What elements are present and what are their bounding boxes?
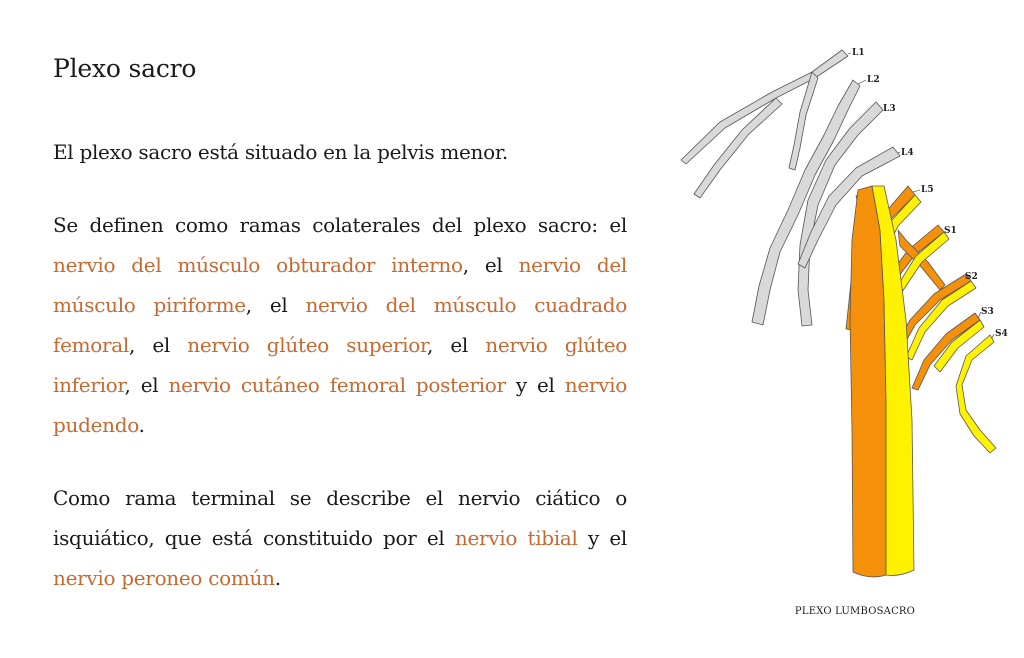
- terminal-branch-paragraph: [53, 478, 627, 598]
- link-nervio-gluteo-inferior[interactable]: nervio glúteo inferior: [53, 333, 627, 397]
- root-label-L5: L5: [921, 185, 934, 195]
- link-nervio-gluteo-superior[interactable]: nervio glúteo superior: [187, 333, 428, 357]
- root-label-S1: S1: [944, 226, 957, 236]
- text-fragment: .: [138, 413, 145, 437]
- root-label-S2: S2: [965, 272, 978, 282]
- collateral-branches-paragraph: [53, 205, 627, 445]
- page-title: Plexo sacro: [53, 54, 197, 83]
- text-fragment: Se definen como ramas colaterales del plexo sacro: el: [53, 213, 627, 237]
- intro-paragraph: El plexo sacro está situado en la pelvis menor.: [53, 140, 508, 164]
- text-fragment: , el: [427, 333, 486, 357]
- text-fragment: , el: [245, 293, 306, 317]
- root-label-S4: S4: [995, 329, 1008, 339]
- link-nervio-piriforme[interactable]: nervio del músculo piriforme: [53, 253, 627, 317]
- root-label-S3: S3: [981, 307, 994, 317]
- link-nervio-cuadrado-femoral[interactable]: nervio del músculo cuadrado femoral: [53, 293, 627, 357]
- text-fragment: , el: [124, 373, 169, 397]
- root-label-L4: L4: [901, 148, 914, 158]
- link-nervio-pudendo[interactable]: nervio pudendo: [53, 373, 628, 437]
- text-fragment: y el: [505, 373, 565, 397]
- text-fragment: y el: [577, 526, 627, 550]
- root-label-L3: L3: [883, 104, 896, 114]
- link-nervio-tibial[interactable]: nervio tibial: [454, 526, 578, 550]
- article: [53, 52, 627, 598]
- root-label-L1: L1: [852, 48, 865, 58]
- text-fragment: .: [274, 566, 281, 590]
- text-fragment: , el: [462, 253, 519, 277]
- link-nervio-peroneo-comun[interactable]: nervio peroneo común: [53, 566, 275, 590]
- lumbosacral-plexus-illustration: [670, 40, 1020, 600]
- link-nervio-cutaneo-femoral-posterior[interactable]: nervio cutáneo femoral posterior: [168, 373, 506, 397]
- link-nervio-obturador-interno[interactable]: nervio del músculo obturador interno: [53, 253, 463, 277]
- text-fragment: , el: [129, 333, 188, 357]
- text-fragment: Como rama terminal se describe el nervio ciático o isquiático, que está constituido por el: [53, 486, 627, 550]
- root-label-L2: L2: [867, 75, 880, 85]
- figure-caption: PLEXO LUMBOSACRO: [794, 606, 916, 617]
